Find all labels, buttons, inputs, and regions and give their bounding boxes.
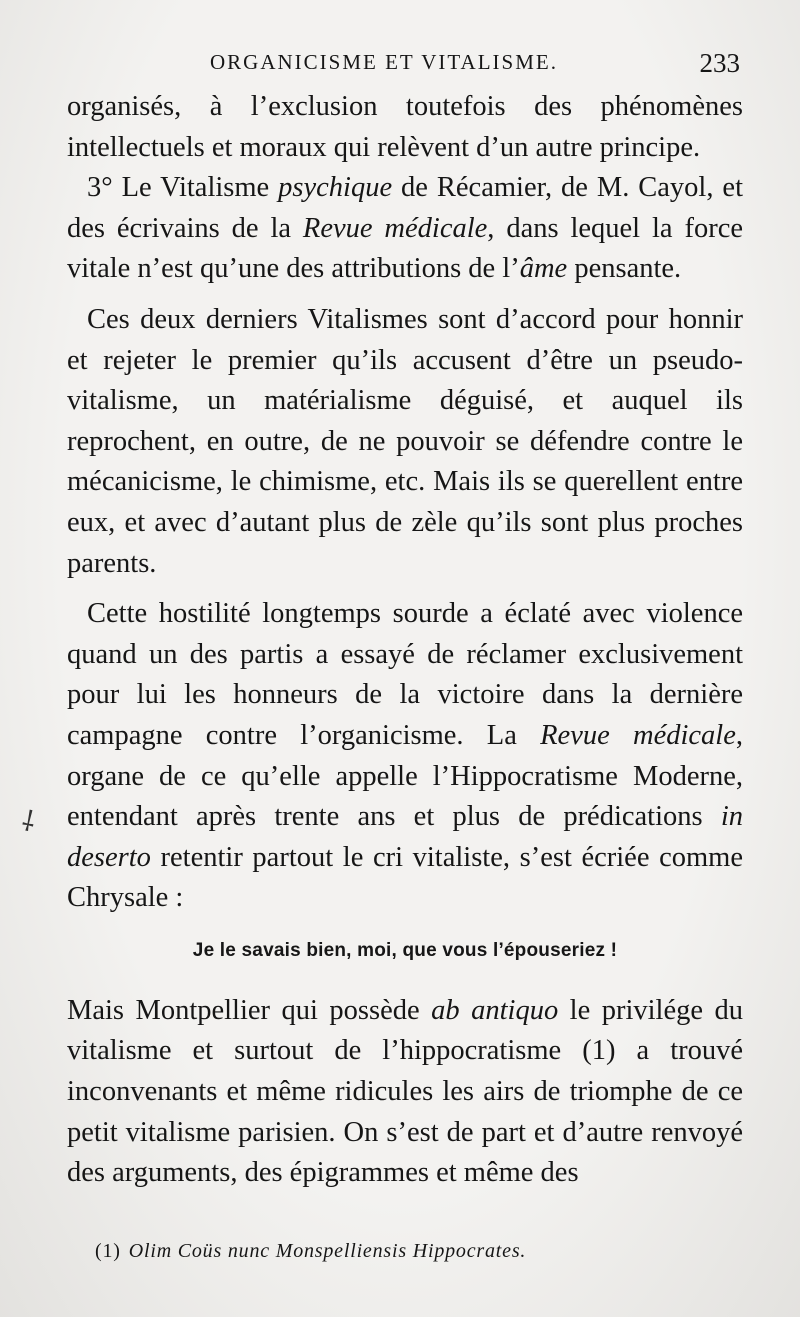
page-number: 233 (699, 48, 740, 78)
block-quote: Je le savais bien, moi, que vous l’épouseriez ! (192, 939, 618, 961)
paragraph-1: organisés, à l’exclusion toutefois des phénomènes intellectuels et moraux qui relèvent d’un autre principe. (67, 91, 743, 163)
footnote (95, 1240, 526, 1263)
body-text (67, 87, 743, 1194)
paragraph-3: Ces deux derniers Vitalismes sont d’accord pour honnir et rejeter le premier qu’ils accusent d’être un pseudo-vitalisme, un matérialisme déguisé, et auquel ils reprochent, en outre, de ne pouvoir se défendre contre le mécanicisme, le chimisme, etc. Mais ils se querellent entre eux, et avec d’autant plus de zèle qu’ils sont plus proches parents. (67, 303, 743, 579)
page-header (60, 48, 740, 78)
paragraph-4: Cette hostilité longtemps sourde a éclaté avec violence quand un des partis a essayé de réclamer exclusivement pour lui les honneurs de la victoire dans la dernière campagne contre l’organicisme. La Revue médicale, organe de ce qu’elle appelle l’Hippocratisme Moderne, entendant après trente ans et plus de prédications in deserto retentir partout le cri vitaliste, s’est écriée comme Chrysale : (67, 598, 744, 914)
running-head: ORGANICISME ET VITALISME. (210, 50, 558, 74)
margin-annotation-mark: ⸸ (18, 803, 39, 839)
footnote-text: Olim Coüs nunc Monspelliensis Hippocrates. (128, 1240, 527, 1262)
footnote-number: (1) (95, 1240, 121, 1262)
paragraph-5: Mais Montpellier qui possède ab antiquo le privilége du vitalisme et surtout de l’hippocratisme (1) a trouvé inconvenants et même ridicules les airs de triomphe de ce petit vitalisme parisien. On s’est de part et d’autre renvoyé des arguments, des épigrammes et même des (67, 994, 743, 1189)
paragraph-2: 3° Le Vitalisme psychique de Récamier, de M. Cayol, et des écrivains de la Revue médicale, dans lequel la force vitale n’est qu’une des attributions de l’âme pensante. (67, 172, 743, 285)
